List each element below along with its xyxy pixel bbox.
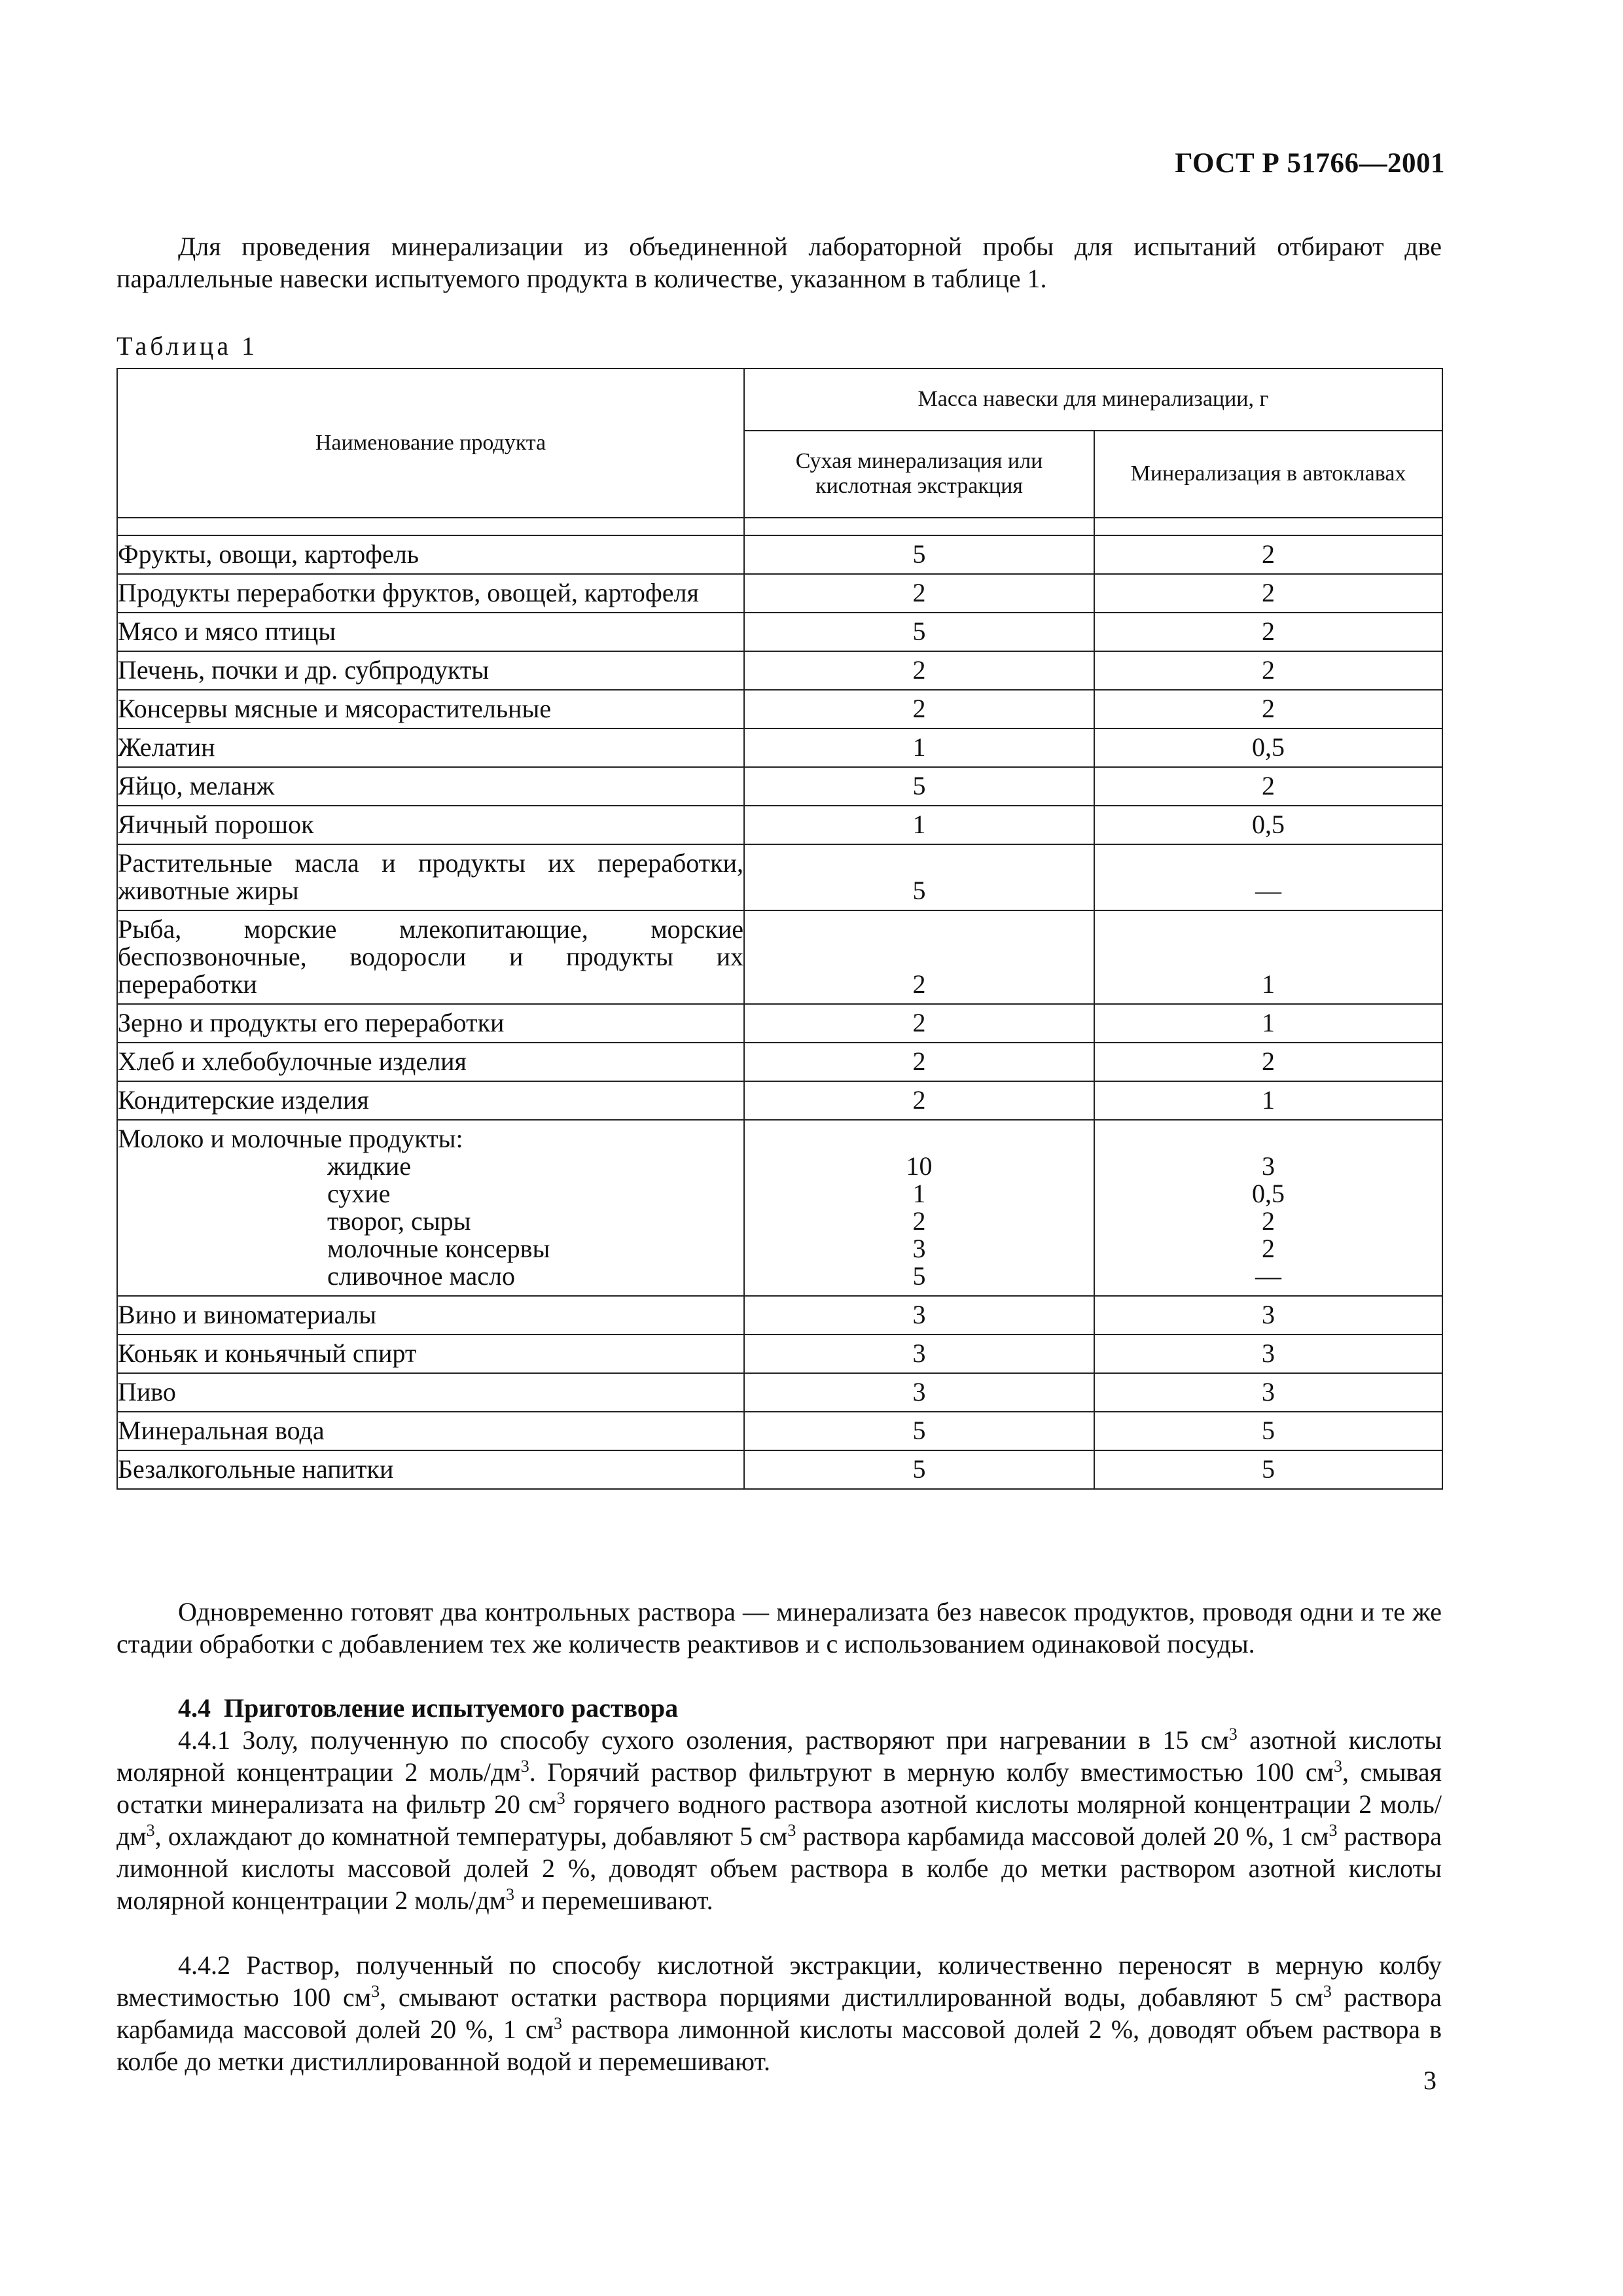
dry-mass-cell — [744, 1450, 1094, 1489]
autoclave-mass-cell — [1094, 690, 1442, 728]
dry-mass-cell — [744, 728, 1094, 767]
milk-subproduct-name: сухие — [327, 1179, 391, 1208]
product-name-cell: Фрукты, овощи, картофель — [117, 535, 744, 574]
text-segment: . Горячий раствор фильтруют в мерную колбу вместимостью 100 см — [529, 1757, 1334, 1787]
milk-dry-value: 1 — [912, 1179, 926, 1208]
dry-mass-cell — [744, 910, 1094, 1004]
table-caption: Таблица 1 — [116, 331, 259, 361]
superscript: 3 — [506, 1885, 515, 1904]
cell-value: 3 — [1262, 1377, 1275, 1407]
cell-value: 2 — [912, 578, 926, 607]
milk-autoclave-value: 2 — [1262, 1206, 1275, 1236]
autoclave-mass-cell — [1094, 613, 1442, 651]
dry-mass-cell — [744, 1081, 1094, 1120]
cell-value: 2 — [1262, 694, 1275, 723]
dry-mass-cell — [744, 767, 1094, 806]
dry-mass-cell — [744, 651, 1094, 690]
superscript: 3 — [556, 1789, 565, 1808]
cell-value: 1 — [912, 810, 926, 839]
milk-subproduct-name: сливочное масло — [327, 1261, 515, 1291]
autoclave-mass-cell — [1094, 1373, 1442, 1412]
cell-value: 2 — [912, 1085, 926, 1115]
paragraph-4-4-1 — [116, 1724, 1442, 1916]
product-name-cell: Растительные масла и продукты их переработки, животные жиры — [117, 844, 744, 910]
cell-value: 5 — [912, 1416, 926, 1445]
dry-mass-cell — [744, 1373, 1094, 1412]
superscript: 3 — [146, 1821, 155, 1840]
cell-value: 2 — [1262, 617, 1275, 646]
text-segment: раствора карбамида массовой долей 20 %, 1 см — [796, 1821, 1329, 1851]
text-segment: , охлаждают до комнатной температуры, добавляют 5 см — [154, 1821, 788, 1851]
milk-dry-value: 3 — [912, 1234, 926, 1263]
table-row — [117, 1450, 1442, 1489]
milk-group-label: Молоко и молочные продукты: — [118, 1124, 463, 1153]
cell-value: 0,5 — [1252, 732, 1285, 762]
table-row — [117, 1412, 1442, 1450]
milk-dry-value: 5 — [912, 1261, 926, 1291]
cell-value: 5 — [912, 617, 926, 646]
autoclave-mass-cell — [1094, 1335, 1442, 1373]
superscript: 3 — [371, 1982, 380, 2001]
header-dry-mineralization: Сухая минерализация или кислотная экстракция — [744, 431, 1094, 518]
table-row — [117, 535, 1442, 574]
cell-value: 2 — [1262, 771, 1275, 800]
text-segment: горячего водного раствора азотной кислоты молярной концентрации 2 моль/дм — [116, 1789, 1442, 1851]
cell-value: 1 — [912, 732, 926, 762]
milk-autoclave-value: 2 — [1262, 1234, 1275, 1263]
superscript: 3 — [1323, 1982, 1332, 2001]
section-4-4-heading — [116, 1692, 1442, 1724]
superscript: 3 — [520, 1757, 529, 1776]
dry-mass-cell — [744, 806, 1094, 844]
product-name-cell — [117, 1120, 744, 1296]
table-row — [117, 1296, 1442, 1335]
table-row — [117, 690, 1442, 728]
cell-value: 3 — [1262, 1338, 1275, 1368]
milk-autoclave-value: — — [1255, 1261, 1281, 1291]
autoclave-mass-cell — [1094, 1450, 1442, 1489]
milk-dry-value: 2 — [912, 1206, 926, 1236]
milk-subproduct-name: молочные консервы — [327, 1234, 550, 1263]
product-name-cell: Яйцо, меланж — [117, 767, 744, 806]
milk-dry-value: 10 — [906, 1151, 933, 1181]
text-segment: , смывают остатки раствора порциями дистиллированной воды, добавляют 5 см — [380, 1982, 1323, 2012]
dry-mass-cell — [744, 1120, 1094, 1296]
autoclave-mass-cell — [1094, 806, 1442, 844]
milk-autoclave-value: 0,5 — [1252, 1179, 1285, 1208]
text-segment: Раствор, полученный по способу кислотной экстракции, количественно переносят в мерную колбу вместимостью 100 см — [116, 1950, 1442, 2012]
product-name-cell: Зерно и продукты его переработки — [117, 1004, 744, 1043]
product-name-cell: Яичный порошок — [117, 806, 744, 844]
dry-mass-cell — [744, 1043, 1094, 1081]
product-name-cell: Мясо и мясо птицы — [117, 613, 744, 651]
superscript: 3 — [1329, 1821, 1338, 1840]
cell-value: 2 — [912, 655, 926, 685]
superscript: 3 — [1228, 1725, 1238, 1744]
cell-value: 1 — [1262, 1008, 1275, 1037]
autoclave-mass-cell — [1094, 1120, 1442, 1296]
paragraph-number: 4.4.2 — [178, 1950, 230, 1980]
header-autoclave-mineralization: Минерализация в автоклавах — [1094, 431, 1442, 518]
dry-mass-cell — [744, 574, 1094, 613]
table-row — [117, 910, 1442, 1004]
product-name-cell: Вино и виноматериалы — [117, 1296, 744, 1335]
cell-value: 2 — [912, 694, 926, 723]
cell-value: 5 — [912, 876, 926, 905]
autoclave-mass-cell — [1094, 910, 1442, 1004]
text-segment: раствора карбамида массовой долей 20 %, 1 см — [116, 1982, 1442, 2044]
control-paragraph: Одновременно готовят два контрольных раствора — минерализата без навесок продуктов, проводя одни и те же стадии обработки с добавлением тех же количеств реактивов и с использованием одинаковой посуды. — [116, 1597, 1442, 1659]
milk-subproduct-name: творог, сыры — [327, 1206, 471, 1236]
cell-value: 3 — [912, 1300, 926, 1329]
cell-value: 0,5 — [1252, 810, 1285, 839]
cell-value: 2 — [912, 1008, 926, 1037]
cell-value: 2 — [1262, 539, 1275, 569]
cell-value: 2 — [912, 969, 926, 999]
superscript: 3 — [1334, 1757, 1342, 1776]
header-mass-group: Масса навески для минерализации, г — [744, 368, 1442, 431]
table-row — [117, 767, 1442, 806]
product-name-cell: Рыба, морские млекопитающие, морские беспозвоночные, водоросли и продукты их переработки — [117, 910, 744, 1004]
superscript: 3 — [553, 2014, 562, 2033]
table-row — [117, 806, 1442, 844]
text-segment: раствора лимонной кислоты массовой долей 2 %, доводят объем раствора в колбе до метки раствором азотной кислоты молярной концентрации 2 моль/дм — [116, 1821, 1442, 1915]
text-segment: , смывая остатки минерализата на фильтр 20 см — [116, 1757, 1442, 1819]
cell-value: 5 — [912, 539, 926, 569]
cell-value: 3 — [912, 1377, 926, 1407]
autoclave-mass-cell — [1094, 844, 1442, 910]
cell-value: 5 — [1262, 1416, 1275, 1445]
autoclave-mass-cell — [1094, 574, 1442, 613]
intro-paragraph: Для проведения минерализации из объединенной лабораторной пробы для испытаний отбирают две параллельные навески испытуемого продукта в количестве, указанном в таблице 1. — [116, 232, 1442, 293]
header-product-name: Наименование продукта — [117, 368, 744, 518]
table-row — [117, 1004, 1442, 1043]
paragraph-4-4-2 — [116, 1949, 1442, 2077]
table-row — [117, 1335, 1442, 1373]
product-name-cell: Продукты переработки фруктов, овощей, картофеля — [117, 574, 744, 613]
page-number: 3 — [1423, 2066, 1436, 2095]
text-segment: азотной кислоты молярной концентрации 2 моль/дм — [116, 1725, 1442, 1787]
cell-value: 2 — [1262, 1047, 1275, 1076]
product-name-cell: Безалкогольные напитки — [117, 1450, 744, 1489]
dry-mass-cell — [744, 1004, 1094, 1043]
autoclave-mass-cell — [1094, 535, 1442, 574]
dry-mass-cell — [744, 1296, 1094, 1335]
milk-autoclave-value: 3 — [1262, 1151, 1275, 1181]
cell-value: 3 — [1262, 1300, 1275, 1329]
autoclave-mass-cell — [1094, 1081, 1442, 1120]
cell-value: — — [1255, 876, 1281, 905]
autoclave-mass-cell — [1094, 1412, 1442, 1450]
section-title: Приготовление испытуемого раствора — [224, 1693, 679, 1723]
table-row — [117, 651, 1442, 690]
cell-value: 1 — [1262, 1085, 1275, 1115]
table-row — [117, 844, 1442, 910]
dry-mass-cell — [744, 613, 1094, 651]
standard-code: ГОСТ Р 51766—2001 — [1175, 148, 1445, 179]
text-segment: раствора лимонной кислоты массовой долей 2 %, доводят объем раствора в колбе до метки дистиллированной водой и перемешивают. — [116, 2015, 1442, 2076]
superscript: 3 — [787, 1821, 796, 1840]
product-name-cell: Минеральная вода — [117, 1412, 744, 1450]
product-name-cell: Печень, почки и др. субпродукты — [117, 651, 744, 690]
cell-value: 1 — [1262, 969, 1275, 999]
cell-value: 3 — [912, 1338, 926, 1368]
table-row — [117, 1373, 1442, 1412]
product-name-cell: Пиво — [117, 1373, 744, 1412]
dry-mass-cell — [744, 844, 1094, 910]
autoclave-mass-cell — [1094, 651, 1442, 690]
table-row — [117, 1043, 1442, 1081]
cell-value: 5 — [1262, 1454, 1275, 1484]
text-segment: Золу, полученную по способу сухого озоления, растворяют при нагревании в 15 см — [230, 1725, 1229, 1755]
product-name-cell: Желатин — [117, 728, 744, 767]
autoclave-mass-cell — [1094, 1043, 1442, 1081]
cell-value: 5 — [912, 771, 926, 800]
mineralization-mass-table — [116, 368, 1443, 1490]
cell-value: 2 — [912, 1047, 926, 1076]
dry-mass-cell — [744, 690, 1094, 728]
cell-value: 2 — [1262, 655, 1275, 685]
product-name-cell: Коньяк и коньячный спирт — [117, 1335, 744, 1373]
cell-value: 2 — [1262, 578, 1275, 607]
product-name-cell: Кондитерские изделия — [117, 1081, 744, 1120]
dry-mass-cell — [744, 535, 1094, 574]
milk-subproduct-name: жидкие — [327, 1151, 411, 1181]
table-row — [117, 574, 1442, 613]
autoclave-mass-cell — [1094, 1296, 1442, 1335]
table-row-milk-group — [117, 1120, 1442, 1296]
table-row — [117, 728, 1442, 767]
autoclave-mass-cell — [1094, 728, 1442, 767]
dry-mass-cell — [744, 1335, 1094, 1373]
section-number: 4.4 — [178, 1693, 211, 1723]
autoclave-mass-cell — [1094, 1004, 1442, 1043]
product-name-cell: Хлеб и хлебобулочные изделия — [117, 1043, 744, 1081]
dry-mass-cell — [744, 1412, 1094, 1450]
cell-value: 5 — [912, 1454, 926, 1484]
product-name-cell: Консервы мясные и мясорастительные — [117, 690, 744, 728]
text-segment: и перемешивают. — [514, 1886, 713, 1915]
autoclave-mass-cell — [1094, 767, 1442, 806]
table-row — [117, 1081, 1442, 1120]
paragraph-number: 4.4.1 — [178, 1725, 230, 1755]
table-row — [117, 613, 1442, 651]
